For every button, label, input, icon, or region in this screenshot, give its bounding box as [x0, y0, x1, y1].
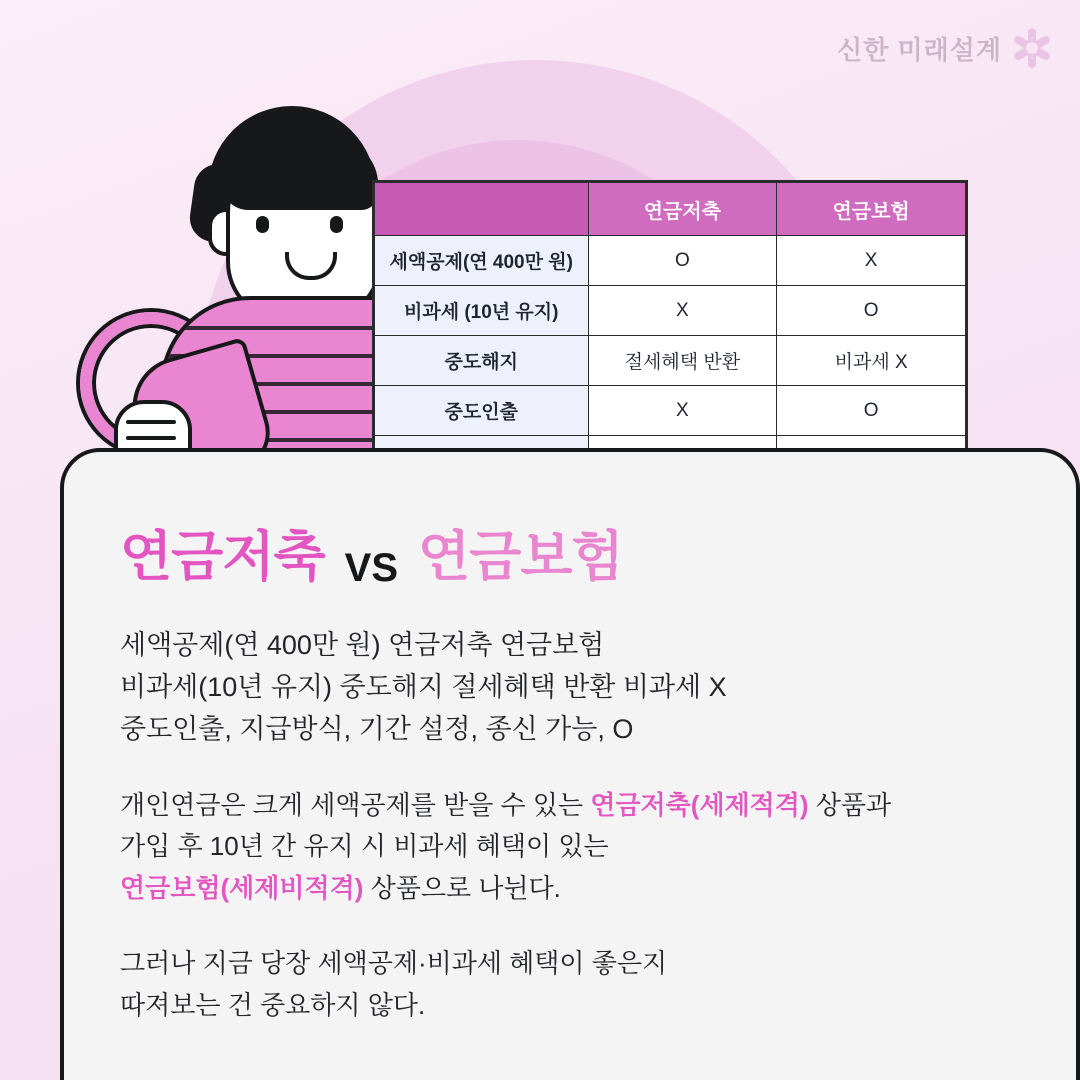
table-cell: X: [588, 386, 777, 436]
paragraph-one-line2: 가입 후 10년 간 유지 시 비과세 혜택이 있는: [120, 831, 609, 862]
title-vs: VS: [344, 546, 399, 590]
brand-logo: [837, 26, 1054, 70]
character-eye-right: [330, 216, 343, 233]
character-eye-left: [256, 216, 269, 233]
table-row-label: 중도인출: [375, 386, 589, 436]
table-row: [375, 386, 966, 436]
content-card: [60, 448, 1080, 1080]
title-right: 연금보험: [418, 527, 623, 587]
paragraph-one-highlight2: 연금보험(세제비적격): [120, 872, 364, 903]
flower-icon: [1010, 26, 1054, 70]
summary-line: 비과세(10년 유지) 중도해지 절세혜택 반환 비과세 X: [120, 671, 727, 702]
paragraph-one-part2: 상품과: [808, 789, 892, 820]
table-row: [375, 286, 966, 336]
table-row-label: 세액공제(연 400만 원): [375, 236, 589, 286]
table-cell: X: [777, 236, 966, 286]
summary-block: [120, 625, 1020, 751]
comparison-table: [372, 180, 968, 488]
table-cell: O: [588, 236, 777, 286]
table-row-label: 비과세 (10년 유지): [375, 286, 589, 336]
paragraph-two-line2: 따져보는 건 중요하지 않다.: [120, 989, 426, 1020]
table-cell: X: [588, 286, 777, 336]
summary-line: 세액공제(연 400만 원) 연금저축 연금보험: [120, 630, 605, 660]
table-col-header-1: 연금보험: [777, 183, 966, 236]
paragraph-one-part1: 개인연금은 크게 세액공제를 받을 수 있는: [120, 789, 591, 820]
title-left: 연금저축: [120, 527, 325, 587]
table-col-header-0: 연금저축: [588, 183, 777, 236]
paragraph-one-highlight1: 연금저축(세제적격): [590, 789, 809, 820]
character-fringe: [222, 140, 378, 210]
paragraph-two: [120, 943, 1020, 1026]
table-header-row: [375, 183, 966, 236]
table-row-label: 중도해지: [375, 336, 589, 386]
table-row: [375, 336, 966, 386]
summary-line: 중도인출, 지급방식, 기간 설정, 종신 가능, O: [120, 713, 634, 744]
table-row: [375, 236, 966, 286]
table-cell: 절세혜택 반환: [588, 336, 777, 386]
brand-name: 신한 미래설계: [837, 34, 1002, 65]
paragraph-one-part3: 상품으로 나뉜다.: [363, 872, 561, 903]
table-cell: O: [777, 286, 966, 336]
paragraph-one: [120, 785, 1020, 910]
table-cell: O: [777, 386, 966, 436]
table-cell: 비과세 X: [777, 336, 966, 386]
page-title: [120, 514, 1020, 591]
paragraph-two-line1: 그러나 지금 당장 세액공제·비과세 혜택이 좋은지: [120, 948, 668, 979]
table-corner-cell: [375, 183, 589, 236]
